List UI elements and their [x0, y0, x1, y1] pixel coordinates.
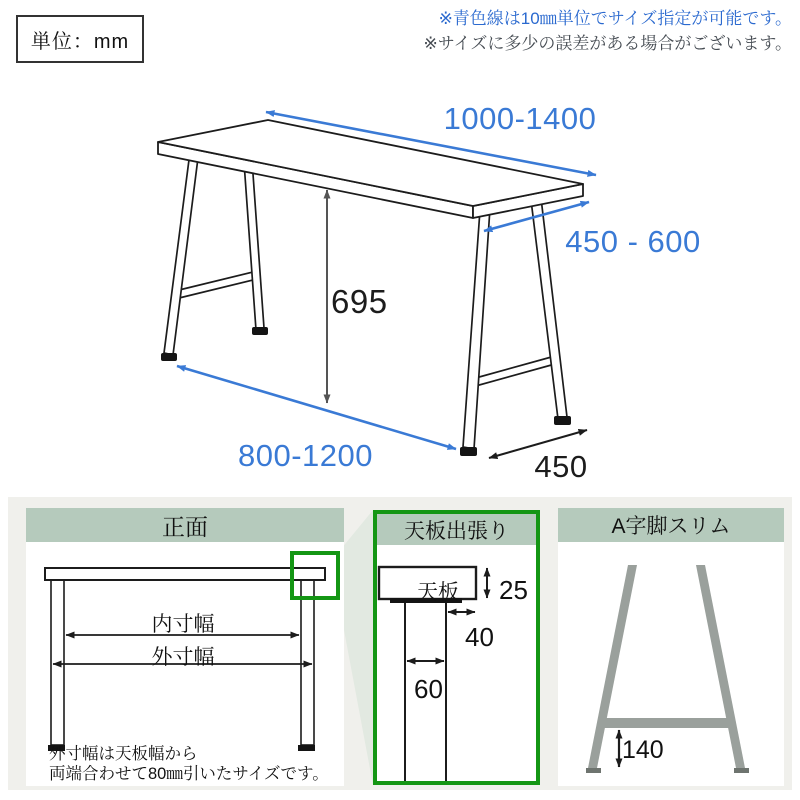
outer-width-note: [49, 744, 329, 784]
right-trestle-crossbar: [472, 356, 555, 387]
dim-depth: 450 - 600: [565, 224, 701, 259]
dim-bottom-width: 800-1200: [237, 438, 373, 473]
dim-top-width: 1000-1400: [443, 101, 597, 136]
panel-overhang-detail: [373, 510, 540, 785]
left-trestle-crossbar: [175, 271, 257, 299]
aframe-foot-cap: [734, 768, 749, 773]
dim-leg-depth: 450: [534, 449, 588, 484]
note-blue-line: ※青色線は10㎜単位でサイズ指定が可能です。: [438, 9, 792, 28]
outer-width-note-line1: 外寸幅は天板幅から: [49, 745, 198, 763]
board-label: 天板: [417, 581, 459, 604]
front-tabletop: [45, 568, 325, 580]
right-trestle-front-leg: [463, 208, 490, 449]
foot-cap: [554, 416, 571, 425]
aframe-foot-cap: [586, 768, 601, 773]
inner-width-label: 内寸幅: [151, 613, 215, 636]
panel-front-view: [26, 508, 344, 786]
leg-width-value: 60: [414, 674, 443, 704]
panel-aframe-header: [558, 508, 784, 542]
bar-height-value: 140: [622, 736, 664, 764]
dim-height: 695: [331, 283, 388, 320]
note-tolerance: ※サイズに多少の誤差がある場合がございます。: [423, 33, 792, 53]
dim-line-bottom-width: [177, 366, 456, 449]
front-right-leg: [301, 580, 314, 745]
aframe-drawing: [558, 542, 784, 786]
panel-overhang-title: 天板出張り: [404, 519, 509, 543]
aframe-right-leg: [696, 565, 745, 768]
foot-cap: [460, 447, 477, 456]
foot-cap: [161, 353, 177, 361]
front-left-leg: [51, 580, 64, 745]
panel-aframe-title: A字脚スリム: [611, 515, 731, 538]
panel-aframe-leg: [558, 508, 784, 786]
aframe-crossbar: [602, 718, 732, 728]
panel-front-header: [26, 508, 344, 542]
foot-cap: [252, 327, 268, 335]
panel-overhang-header: [377, 514, 536, 545]
left-trestle-front-leg: [164, 150, 199, 355]
panel-front-title: 正面: [162, 513, 208, 540]
thickness-value: 25: [499, 575, 528, 605]
outer-width-note-line2: 両端合わせて80㎜引いたサイズです。: [49, 765, 329, 783]
outer-width-label: 外寸幅: [151, 646, 215, 669]
unit-label: 単位：mm: [30, 30, 130, 53]
protrusion-value: 40: [465, 622, 494, 652]
